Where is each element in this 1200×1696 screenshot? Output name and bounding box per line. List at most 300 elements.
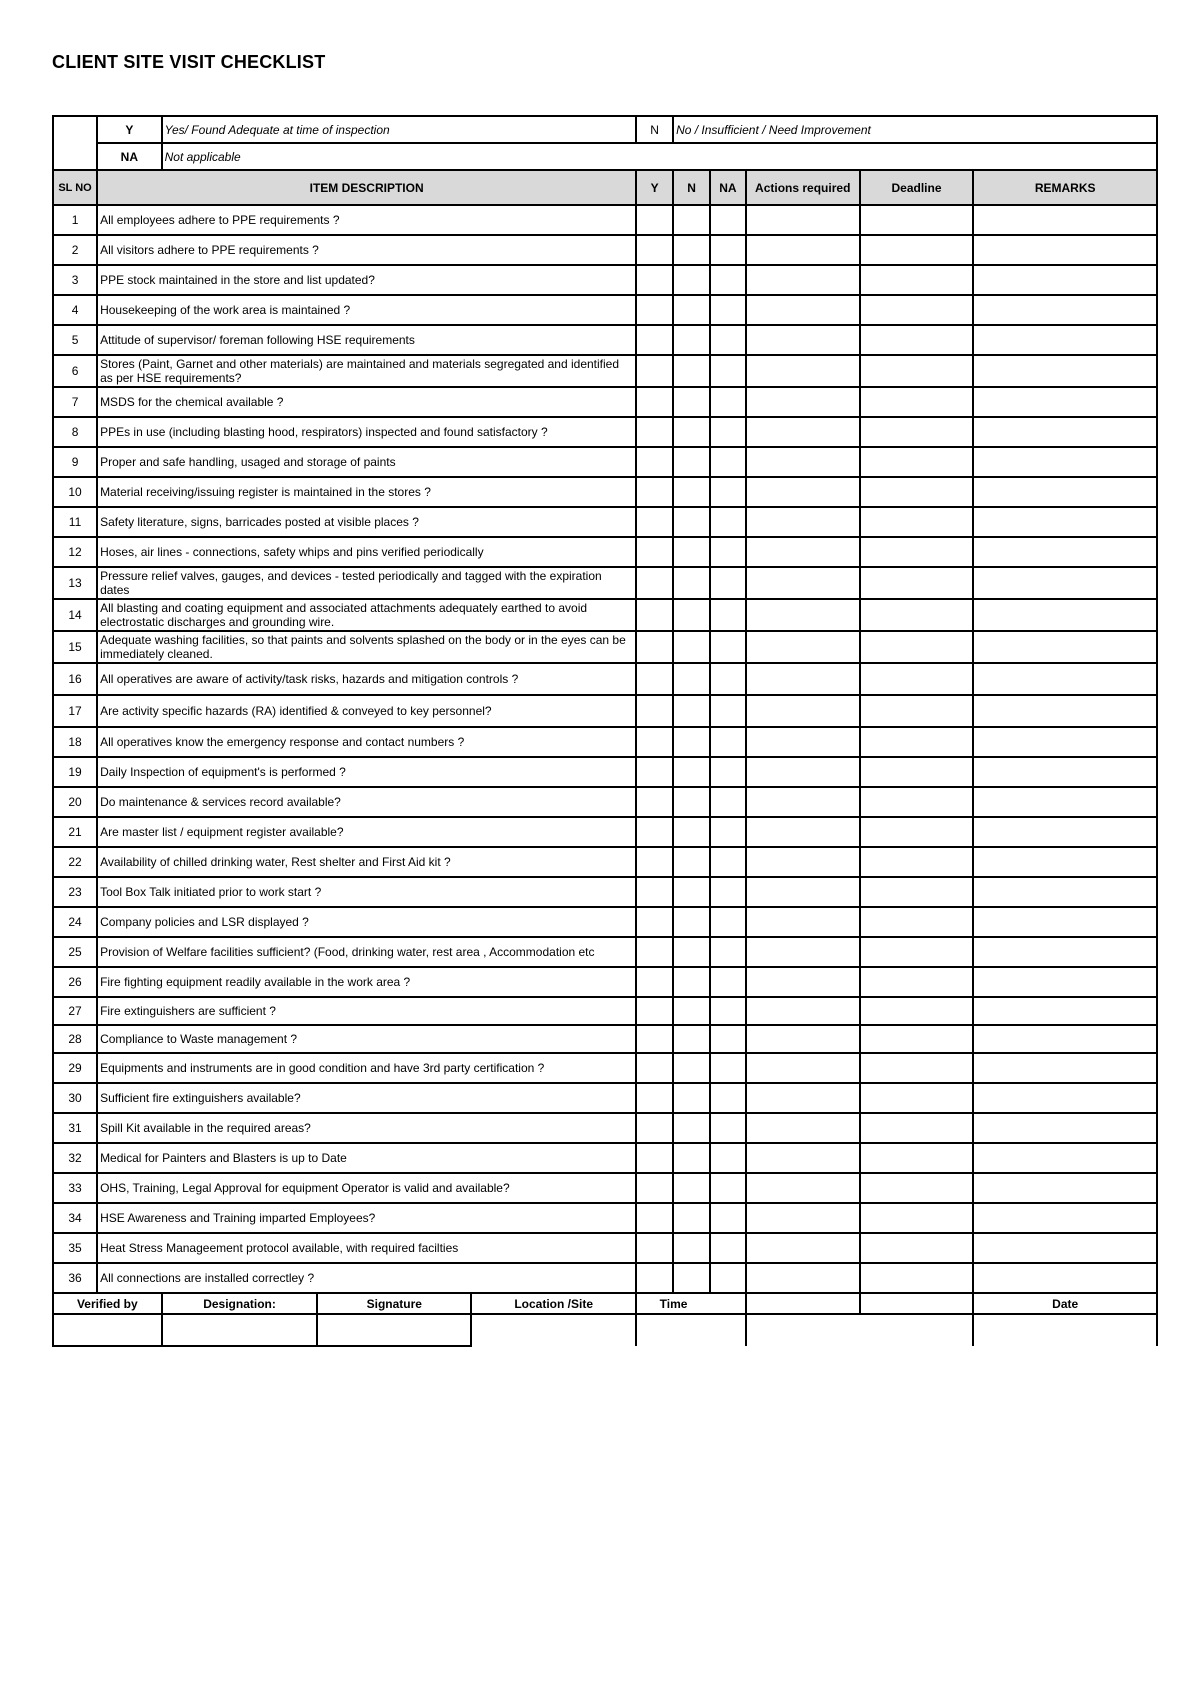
na-cell[interactable] [710,235,746,265]
deadline-cell[interactable] [860,787,974,817]
deadline-cell[interactable] [860,757,974,787]
deadline-cell[interactable] [860,265,974,295]
item-description: Are activity specific hazards (RA) identified & conveyed to key personnel? [97,695,636,727]
actions-cell[interactable] [746,1143,860,1173]
footer-location: Location /Site [471,1293,636,1314]
item-description: Do maintenance & services record available? [97,787,636,817]
remarks-cell[interactable] [973,599,1157,631]
designation-field[interactable] [162,1314,318,1346]
y-cell[interactable] [636,235,673,265]
actions-cell[interactable] [746,295,860,325]
na-cell[interactable] [710,1203,746,1233]
item-description: Fire fighting equipment readily available in the work area ? [97,967,636,997]
item-description: Heat Stress Manageement protocol available, with required facilties [97,1233,636,1263]
n-cell[interactable] [673,695,710,727]
item-number: 33 [53,1173,97,1203]
actions-cell[interactable] [746,1263,860,1293]
y-cell[interactable] [636,265,673,295]
deadline-cell[interactable] [860,1203,974,1233]
n-cell[interactable] [673,507,710,537]
item-description: Proper and safe handling, usaged and storage of paints [97,447,636,477]
remarks-cell[interactable] [973,205,1157,235]
actions-cell[interactable] [746,967,860,997]
remarks-cell[interactable] [973,1233,1157,1263]
remarks-cell[interactable] [973,1053,1157,1083]
na-cell[interactable] [710,1113,746,1143]
remarks-cell[interactable] [973,477,1157,507]
na-cell[interactable] [710,417,746,447]
actions-cell[interactable] [746,1113,860,1143]
checklist-row [53,567,1157,599]
na-cell[interactable] [710,1083,746,1113]
remarks-cell[interactable] [973,567,1157,599]
deadline-cell[interactable] [860,1233,974,1263]
n-cell[interactable] [673,997,710,1025]
remarks-cell[interactable] [973,1143,1157,1173]
remarks-cell[interactable] [973,325,1157,355]
remarks-cell[interactable] [973,355,1157,387]
na-cell[interactable] [710,507,746,537]
deadline-cell[interactable] [860,1173,974,1203]
y-cell[interactable] [636,663,673,695]
actions-cell[interactable] [746,663,860,695]
y-cell[interactable] [636,1025,673,1053]
y-cell[interactable] [636,757,673,787]
remarks-cell[interactable] [973,787,1157,817]
item-number: 2 [53,235,97,265]
remarks-cell[interactable] [973,937,1157,967]
na-cell[interactable] [710,967,746,997]
n-cell[interactable] [673,847,710,877]
item-number: 10 [53,477,97,507]
actions-cell[interactable] [746,907,860,937]
legend-row-na [53,143,1157,170]
actions-cell[interactable] [746,567,860,599]
remarks-cell[interactable] [973,235,1157,265]
actions-cell[interactable] [746,877,860,907]
remarks-cell[interactable] [973,387,1157,417]
item-number: 7 [53,387,97,417]
na-cell[interactable] [710,907,746,937]
remarks-cell[interactable] [973,1025,1157,1053]
footer-designation: Designation: [162,1293,318,1314]
item-number: 30 [53,1083,97,1113]
na-cell[interactable] [710,477,746,507]
n-cell[interactable] [673,477,710,507]
footer-time: Time [636,1293,710,1314]
item-number: 25 [53,937,97,967]
remarks-cell[interactable] [973,265,1157,295]
checklist-row [53,265,1157,295]
checklist-row [53,631,1157,663]
item-description: Stores (Paint, Garnet and other materials) are maintained and materials segregated and identified as per HSE requirements? [97,355,636,387]
legend-na-code: NA [97,143,162,170]
na-cell[interactable] [710,663,746,695]
footer-verified-by: Verified by [53,1293,162,1314]
actions-cell[interactable] [746,599,860,631]
na-cell[interactable] [710,1025,746,1053]
remarks-cell[interactable] [973,1173,1157,1203]
n-cell[interactable] [673,1233,710,1263]
na-cell[interactable] [710,757,746,787]
verified-by-field[interactable] [53,1314,162,1346]
n-cell[interactable] [673,1203,710,1233]
checklist-row [53,1143,1157,1173]
na-cell[interactable] [710,537,746,567]
y-cell[interactable] [636,727,673,757]
actions-cell[interactable] [746,1233,860,1263]
n-cell[interactable] [673,1263,710,1293]
remarks-cell[interactable] [973,663,1157,695]
item-description: Spill Kit available in the required areas? [97,1113,636,1143]
checklist-row [53,1025,1157,1053]
y-cell[interactable] [636,537,673,567]
header-sl-no: SL NO [53,170,97,205]
actions-cell[interactable] [746,477,860,507]
n-cell[interactable] [673,663,710,695]
item-description: PPE stock maintained in the store and list updated? [97,265,636,295]
n-cell[interactable] [673,967,710,997]
deadline-cell[interactable] [860,599,974,631]
checklist-row [53,757,1157,787]
y-cell[interactable] [636,295,673,325]
deadline-cell[interactable] [860,205,974,235]
item-description: Equipments and instruments are in good condition and have 3rd party certification ? [97,1053,636,1083]
y-cell[interactable] [636,817,673,847]
y-cell[interactable] [636,355,673,387]
item-description: Pressure relief valves, gauges, and devices - tested periodically and tagged with the expiration dates [97,567,636,599]
n-cell[interactable] [673,1053,710,1083]
item-number: 28 [53,1025,97,1053]
n-cell[interactable] [673,265,710,295]
header-n: N [673,170,710,205]
na-cell[interactable] [710,567,746,599]
actions-cell[interactable] [746,727,860,757]
y-cell[interactable] [636,1053,673,1083]
header-row [53,170,1157,205]
actions-cell[interactable] [746,1203,860,1233]
remarks-cell[interactable] [973,757,1157,787]
na-cell[interactable] [710,205,746,235]
remarks-cell[interactable] [973,967,1157,997]
checklist-row [53,477,1157,507]
deadline-cell[interactable] [860,325,974,355]
n-cell[interactable] [673,757,710,787]
y-cell[interactable] [636,417,673,447]
checklist-row [53,1233,1157,1263]
deadline-cell[interactable] [860,847,974,877]
y-cell[interactable] [636,631,673,663]
actions-cell[interactable] [746,205,860,235]
remarks-cell[interactable] [973,1083,1157,1113]
checklist-table [52,115,1158,1347]
item-description: All operatives are aware of activity/task risks, hazards and mitigation controls ? [97,663,636,695]
y-cell[interactable] [636,205,673,235]
n-cell[interactable] [673,447,710,477]
legend-n-text: No / Insufficient / Need Improvement [673,116,1157,143]
na-cell[interactable] [710,447,746,477]
deadline-cell[interactable] [860,295,974,325]
na-cell[interactable] [710,295,746,325]
y-cell[interactable] [636,877,673,907]
deadline-cell[interactable] [860,447,974,477]
n-cell[interactable] [673,355,710,387]
n-cell[interactable] [673,817,710,847]
y-cell[interactable] [636,567,673,599]
item-number: 19 [53,757,97,787]
actions-cell[interactable] [746,847,860,877]
na-cell[interactable] [710,727,746,757]
n-cell[interactable] [673,907,710,937]
deadline-cell[interactable] [860,937,974,967]
na-cell[interactable] [710,1053,746,1083]
y-cell[interactable] [636,507,673,537]
item-number: 26 [53,967,97,997]
actions-cell[interactable] [746,417,860,447]
remarks-cell[interactable] [973,877,1157,907]
deadline-cell[interactable] [860,997,974,1025]
deadline-cell[interactable] [860,235,974,265]
y-cell[interactable] [636,1233,673,1263]
deadline-cell[interactable] [860,695,974,727]
n-cell[interactable] [673,1173,710,1203]
deadline-cell[interactable] [860,1053,974,1083]
item-number: 11 [53,507,97,537]
na-cell[interactable] [710,1263,746,1293]
time-field[interactable] [636,1314,746,1346]
checklist-row [53,937,1157,967]
deadline-cell[interactable] [860,907,974,937]
page-title: CLIENT SITE VISIT CHECKLIST [52,52,326,72]
header-actions-required: Actions required [746,170,860,205]
n-cell[interactable] [673,567,710,599]
na-cell[interactable] [710,387,746,417]
deadline-cell[interactable] [860,417,974,447]
checklist-row [53,205,1157,235]
deadline-cell[interactable] [860,727,974,757]
deadline-cell[interactable] [860,387,974,417]
na-cell[interactable] [710,355,746,387]
remarks-cell[interactable] [973,631,1157,663]
y-cell[interactable] [636,325,673,355]
deadline-cell[interactable] [860,477,974,507]
y-cell[interactable] [636,847,673,877]
n-cell[interactable] [673,235,710,265]
checklist-row [53,235,1157,265]
n-cell[interactable] [673,205,710,235]
deadline-cell[interactable] [860,507,974,537]
y-cell[interactable] [636,1083,673,1113]
footer-blank-1 [746,1293,860,1314]
na-cell[interactable] [710,937,746,967]
remarks-cell[interactable] [973,417,1157,447]
deadline-cell[interactable] [860,355,974,387]
actions-cell[interactable] [746,447,860,477]
checklist-row [53,727,1157,757]
y-cell[interactable] [636,967,673,997]
actions-cell[interactable] [746,235,860,265]
header-deadline: Deadline [860,170,974,205]
item-description: All blasting and coating equipment and associated attachments adequately earthed to avoid electrostatic discharges and grounding wire. [97,599,636,631]
deadline-cell[interactable] [860,1083,974,1113]
y-cell[interactable] [636,997,673,1025]
deadline-cell[interactable] [860,1143,974,1173]
actions-cell[interactable] [746,265,860,295]
blank-field[interactable] [746,1314,974,1346]
y-cell[interactable] [636,907,673,937]
checklist-row [53,387,1157,417]
remarks-cell[interactable] [973,1113,1157,1143]
deadline-cell[interactable] [860,1263,974,1293]
item-description: Company policies and LSR displayed ? [97,907,636,937]
actions-cell[interactable] [746,507,860,537]
na-cell[interactable] [710,787,746,817]
checklist-row [53,1263,1157,1293]
item-description: Availability of chilled drinking water, Rest shelter and First Aid kit ? [97,847,636,877]
legend-row-y [53,116,1157,143]
deadline-cell[interactable] [860,567,974,599]
na-cell[interactable] [710,325,746,355]
deadline-cell[interactable] [860,1025,974,1053]
na-cell[interactable] [710,1173,746,1203]
deadline-cell[interactable] [860,537,974,567]
na-cell[interactable] [710,265,746,295]
deadline-cell[interactable] [860,663,974,695]
na-cell[interactable] [710,817,746,847]
location-field[interactable] [471,1314,636,1346]
item-number: 27 [53,997,97,1025]
n-cell[interactable] [673,631,710,663]
actions-cell[interactable] [746,1025,860,1053]
item-description: Compliance to Waste management ? [97,1025,636,1053]
na-cell[interactable] [710,1233,746,1263]
remarks-cell[interactable] [973,295,1157,325]
actions-cell[interactable] [746,1053,860,1083]
legend-blank-cell [53,116,97,170]
date-field[interactable] [973,1314,1157,1346]
item-number: 21 [53,817,97,847]
remarks-cell[interactable] [973,907,1157,937]
actions-cell[interactable] [746,787,860,817]
item-number: 15 [53,631,97,663]
deadline-cell[interactable] [860,817,974,847]
n-cell[interactable] [673,1025,710,1053]
item-description: Daily Inspection of equipment's is performed ? [97,757,636,787]
y-cell[interactable] [636,599,673,631]
n-cell[interactable] [673,727,710,757]
actions-cell[interactable] [746,387,860,417]
actions-cell[interactable] [746,997,860,1025]
y-cell[interactable] [636,787,673,817]
actions-cell[interactable] [746,355,860,387]
actions-cell[interactable] [746,757,860,787]
y-cell[interactable] [636,1203,673,1233]
header-remarks: REMARKS [973,170,1157,205]
item-number: 23 [53,877,97,907]
deadline-cell[interactable] [860,1113,974,1143]
y-cell[interactable] [636,695,673,727]
actions-cell[interactable] [746,1083,860,1113]
checklist-row [53,907,1157,937]
n-cell[interactable] [673,1143,710,1173]
actions-cell[interactable] [746,937,860,967]
n-cell[interactable] [673,417,710,447]
item-number: 35 [53,1233,97,1263]
n-cell[interactable] [673,537,710,567]
actions-cell[interactable] [746,695,860,727]
remarks-cell[interactable] [973,447,1157,477]
actions-cell[interactable] [746,1173,860,1203]
y-cell[interactable] [636,387,673,417]
remarks-cell[interactable] [973,507,1157,537]
deadline-cell[interactable] [860,967,974,997]
na-cell[interactable] [710,847,746,877]
item-number: 6 [53,355,97,387]
remarks-cell[interactable] [973,1263,1157,1293]
remarks-cell[interactable] [973,847,1157,877]
legend-n-code: N [636,116,673,143]
actions-cell[interactable] [746,325,860,355]
remarks-cell[interactable] [973,537,1157,567]
na-cell[interactable] [710,997,746,1025]
legend-na-text: Not applicable [162,143,1157,170]
remarks-cell[interactable] [973,817,1157,847]
n-cell[interactable] [673,295,710,325]
header-na: NA [710,170,746,205]
y-cell[interactable] [636,1113,673,1143]
item-description: Provision of Welfare facilities sufficient? (Food, drinking water, rest area , Accommodation etc [97,937,636,967]
item-number: 20 [53,787,97,817]
remarks-cell[interactable] [973,997,1157,1025]
checklist-row [53,997,1157,1025]
checklist-row [53,599,1157,631]
remarks-cell[interactable] [973,695,1157,727]
checklist-row [53,417,1157,447]
n-cell[interactable] [673,877,710,907]
deadline-cell[interactable] [860,877,974,907]
deadline-cell[interactable] [860,631,974,663]
n-cell[interactable] [673,599,710,631]
y-cell[interactable] [636,1143,673,1173]
y-cell[interactable] [636,937,673,967]
n-cell[interactable] [673,937,710,967]
n-cell[interactable] [673,1083,710,1113]
item-description: Tool Box Talk initiated prior to work start ? [97,877,636,907]
na-cell[interactable] [710,877,746,907]
na-cell[interactable] [710,1143,746,1173]
y-cell[interactable] [636,447,673,477]
actions-cell[interactable] [746,631,860,663]
checklist-row [53,1083,1157,1113]
y-cell[interactable] [636,1263,673,1293]
n-cell[interactable] [673,387,710,417]
y-cell[interactable] [636,477,673,507]
y-cell[interactable] [636,1173,673,1203]
na-cell[interactable] [710,631,746,663]
na-cell[interactable] [710,599,746,631]
signature-field[interactable] [317,1314,471,1346]
remarks-cell[interactable] [973,1203,1157,1233]
na-cell[interactable] [710,695,746,727]
n-cell[interactable] [673,787,710,817]
n-cell[interactable] [673,325,710,355]
n-cell[interactable] [673,1113,710,1143]
checklist-row [53,447,1157,477]
item-description: OHS, Training, Legal Approval for equipment Operator is valid and available? [97,1173,636,1203]
remarks-cell[interactable] [973,727,1157,757]
actions-cell[interactable] [746,537,860,567]
actions-cell[interactable] [746,817,860,847]
